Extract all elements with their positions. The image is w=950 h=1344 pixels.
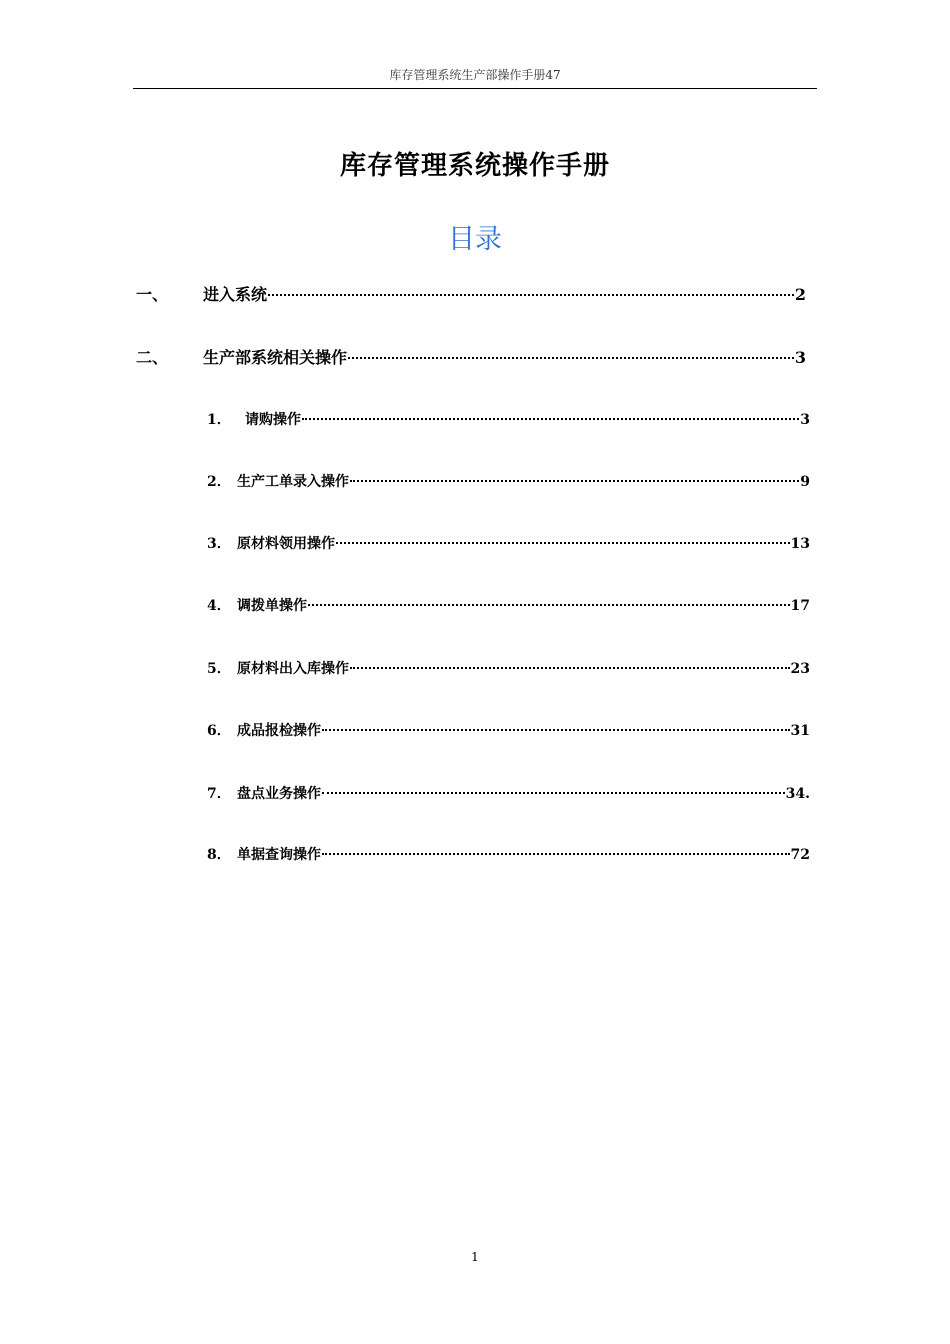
toc-item-entry[interactable] (207, 470, 810, 494)
toc-item-entry[interactable] (207, 657, 810, 681)
toc-dot-leader (322, 853, 790, 855)
toc-item-title: 原材料领用操作 (237, 536, 335, 552)
toc-dot-leader (336, 542, 790, 544)
document-title: 库存管理系统操作手册 (339, 151, 610, 181)
toc-item-number: 6． (207, 723, 231, 739)
toc-item-title: 单据查询操作 (237, 847, 321, 863)
toc-item-number: 3． (207, 536, 231, 552)
page-header (133, 66, 817, 89)
toc-dot-leader (350, 667, 790, 669)
toc-section-number: 一、 (136, 285, 169, 304)
toc-section-title: 生产部系统相关操作 (203, 348, 348, 367)
toc-page-number: 17 (790, 598, 810, 614)
toc-item-number: 2． (207, 474, 231, 490)
toc-item-title: 请购操作 (245, 412, 301, 428)
toc-page-number: 9 (800, 474, 810, 490)
toc-item-number: 5． (207, 661, 231, 677)
toc-page-number: 2 (794, 285, 806, 304)
header-text: 库存管理系统生产部操作手册47 (389, 68, 561, 82)
toc-heading: 目录 (448, 224, 502, 255)
toc-page-number: 31 (790, 723, 810, 739)
toc-dot-leader (350, 480, 799, 482)
toc-dot-leader (302, 418, 799, 420)
toc-section-number: 二、 (136, 348, 169, 367)
toc-dot-leader (322, 792, 785, 794)
toc-item-number: 7． (207, 786, 231, 802)
toc-item-title: 原材料出入库操作 (237, 661, 349, 677)
toc-section-entry[interactable] (136, 283, 806, 307)
toc-section-title: 进入系统 (203, 285, 268, 304)
toc-section-entry[interactable] (136, 346, 806, 370)
toc-item-entry[interactable] (207, 782, 810, 806)
toc-item-title: 成品报检操作 (237, 723, 321, 739)
toc-item-title: 生产工单录入操作 (237, 474, 349, 490)
toc-item-title: 盘点业务操作 (237, 786, 321, 802)
toc-page-number: 3 (800, 412, 810, 428)
toc-item-number: 1． (207, 412, 231, 428)
toc-dot-leader (348, 357, 794, 359)
toc-dot-leader (322, 729, 790, 731)
toc-item-entry[interactable] (207, 408, 810, 432)
toc-page-number: 3 (794, 348, 806, 367)
toc-item-entry[interactable] (207, 843, 810, 867)
toc-page-number: 34. (785, 786, 810, 802)
toc-page-number: 72 (790, 847, 810, 863)
toc-item-entry[interactable] (207, 594, 810, 618)
toc-item-number: 8． (207, 847, 231, 863)
toc-item-number: 4． (207, 598, 231, 614)
toc-page-number: 13 (790, 536, 810, 552)
toc-item-entry[interactable] (207, 532, 810, 556)
toc-item-entry[interactable] (207, 719, 810, 743)
toc-dot-leader (308, 604, 790, 606)
page-number: 1 (471, 1250, 479, 1264)
toc-dot-leader (268, 294, 794, 296)
toc-page-number: 23 (790, 661, 810, 677)
toc-item-title: 调拨单操作 (237, 598, 307, 614)
